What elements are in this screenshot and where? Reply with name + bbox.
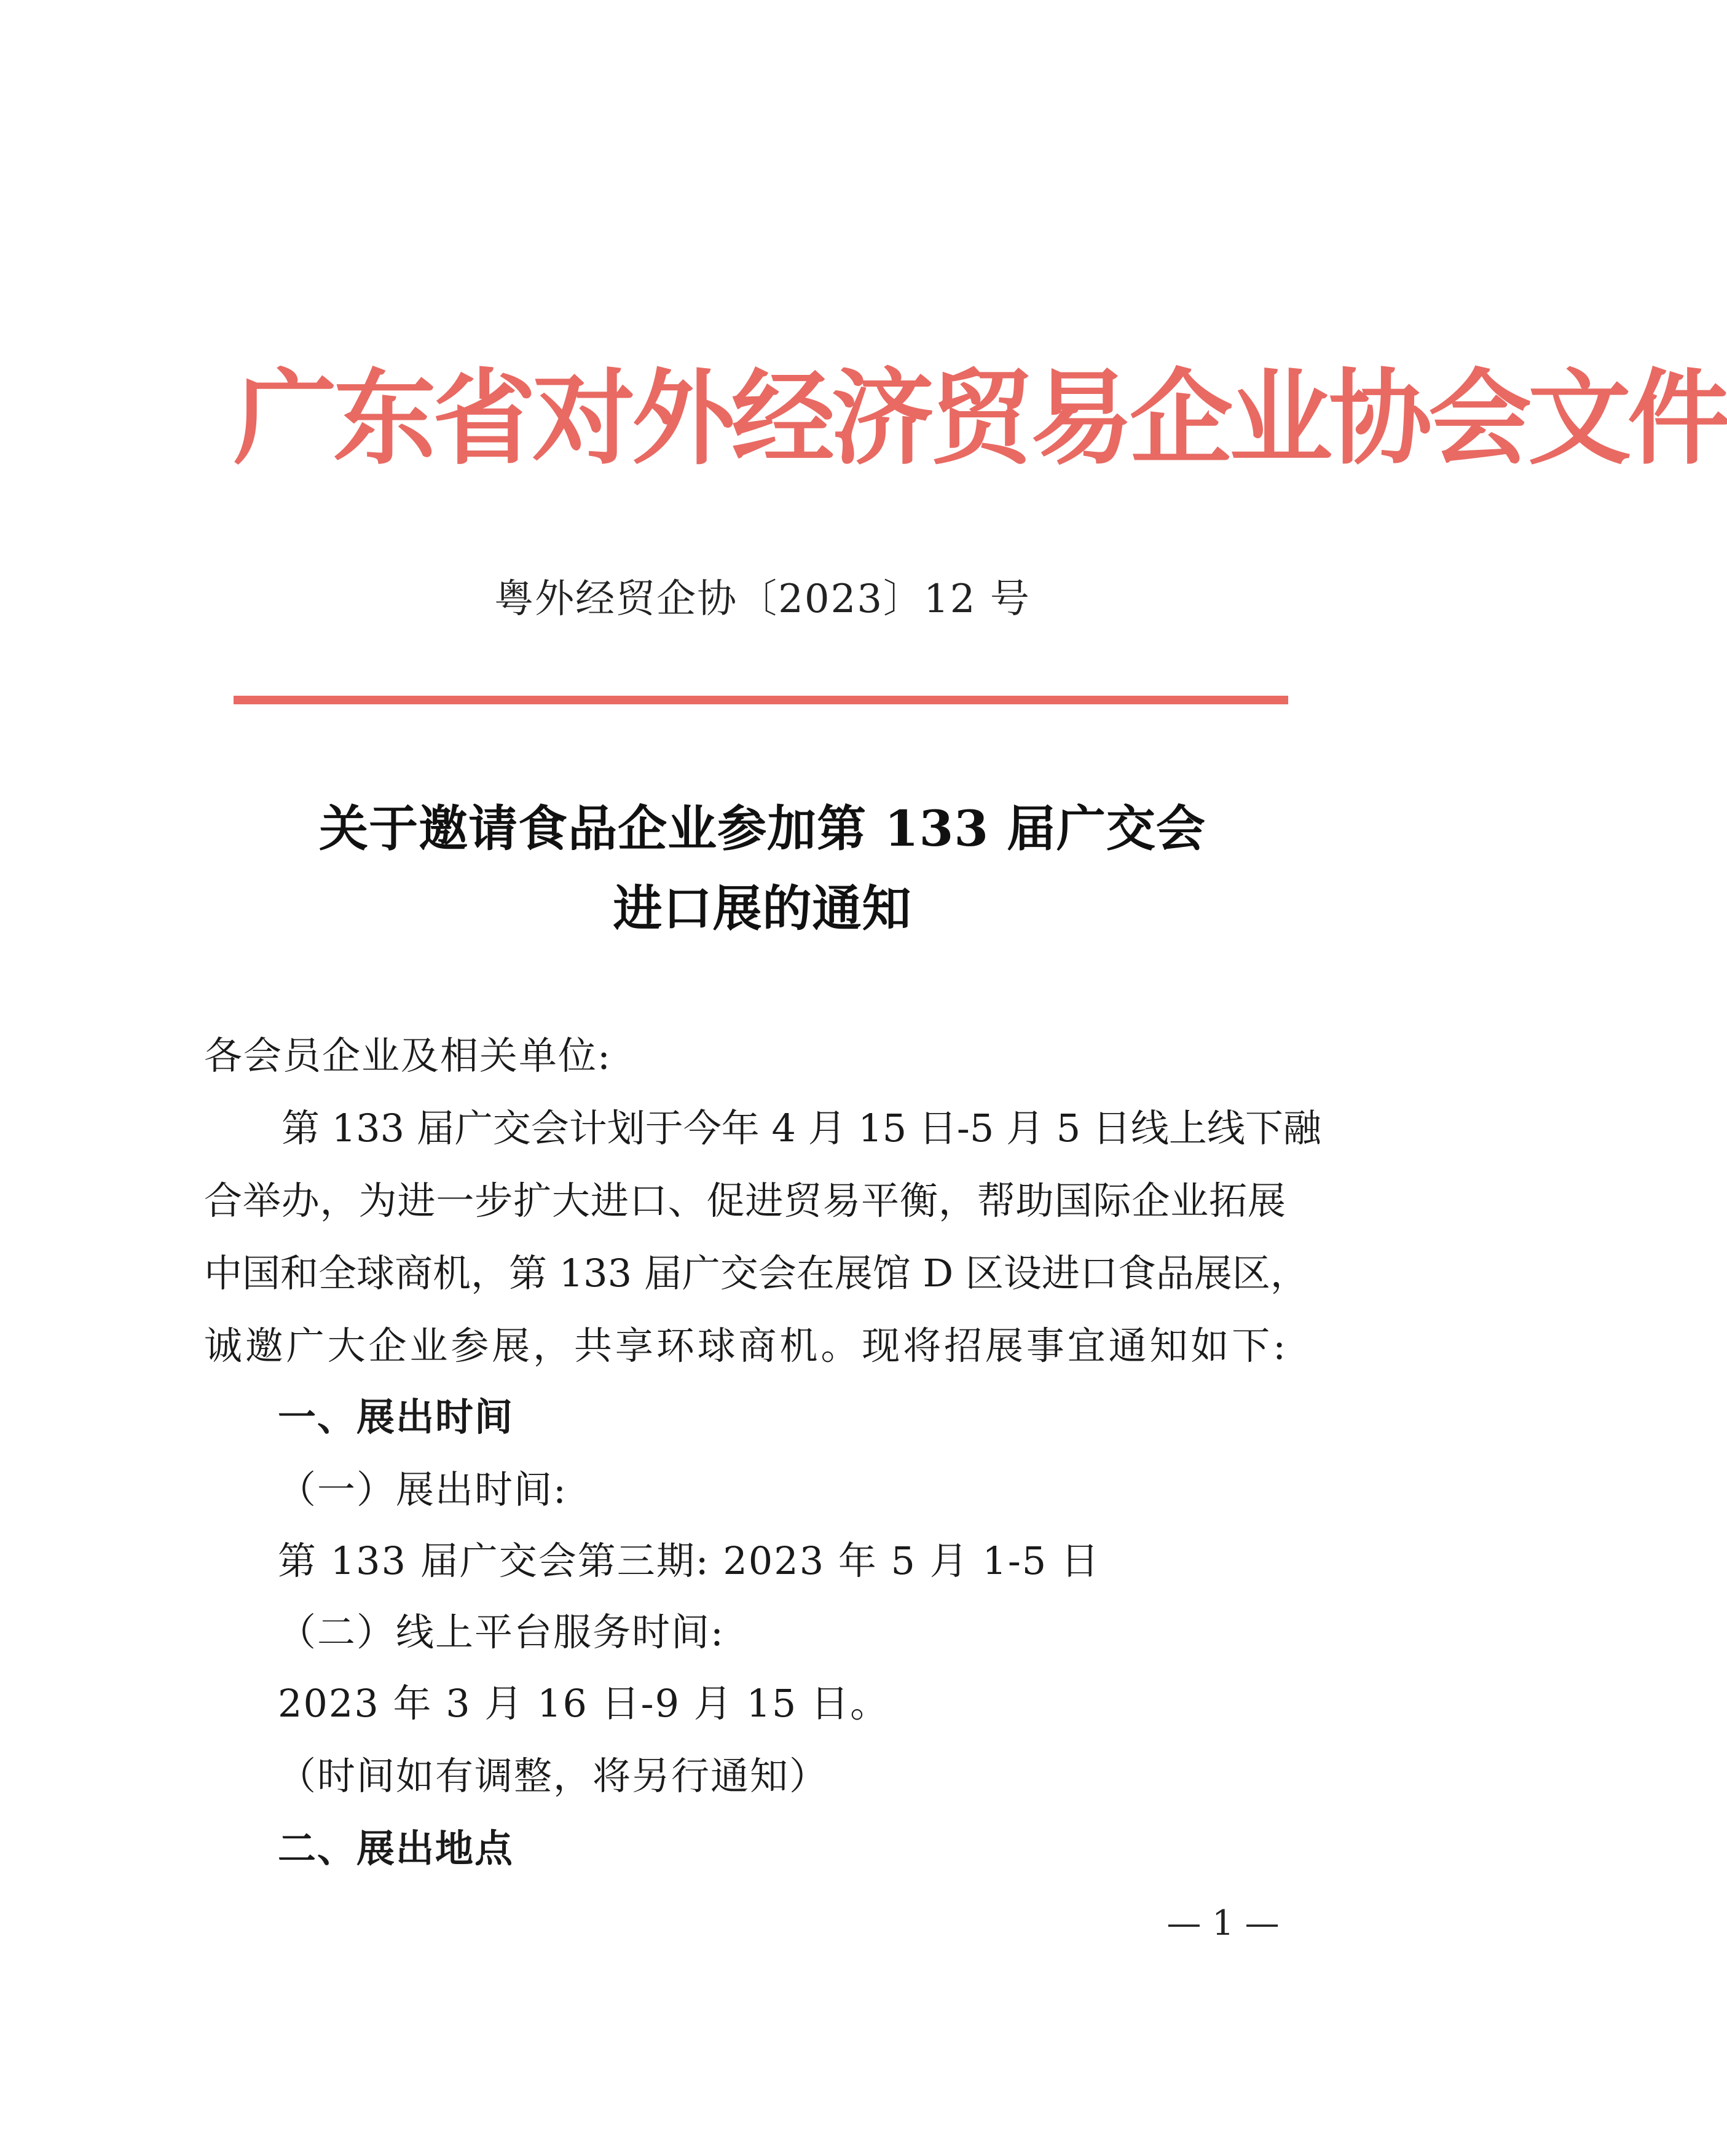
section-1-heading: 一、展出时间 <box>278 1395 514 1439</box>
section-1-sub-1-text: 第 133 届广交会第三期: 2023 年 5 月 1-5 日 <box>278 1538 1100 1583</box>
document-title-line-1: 关于邀请食品企业参加第 133 届广交会 <box>319 800 1206 857</box>
page-number: — 1 — <box>1166 1903 1280 1943</box>
issuer-masthead: 广东省对外经济贸易企业协会文件 <box>234 357 1727 479</box>
section-1-sub-1-heading: （一）展出时间: <box>278 1467 567 1512</box>
intro-paragraph-line-4: 诚邀广大企业参展，共享环球商机。现将招展事宜通知如下: <box>204 1323 1286 1368</box>
salutation: 各会员企业及相关单位: <box>204 1033 612 1078</box>
document-title-line-2: 进口展的通知 <box>613 879 912 937</box>
section-2-heading: 二、展出地点 <box>278 1826 514 1871</box>
document-number: 粤外经贸企协〔2023〕12 号 <box>494 576 1031 622</box>
intro-paragraph-line-1: 第 133 届广交会计划于今年 4 月 15 日-5 月 5 日线上线下融 <box>281 1106 1321 1151</box>
section-1-sub-2-text: 2023 年 3 月 16 日-9 月 15 日。 <box>278 1681 890 1726</box>
red-divider-rule <box>234 696 1288 704</box>
section-1-sub-2-heading: （二）线上平台服务时间: <box>278 1610 725 1654</box>
intro-paragraph-line-3: 中国和全球商机，第 133 届广交会在展馆 D 区设进口食品展区， <box>204 1251 1308 1296</box>
section-1-note: （时间如有调整，将另行通知） <box>278 1753 829 1798</box>
intro-paragraph-line-2: 合举办，为进一步扩大进口、促进贸易平衡，帮助国际企业拓展 <box>204 1178 1286 1223</box>
